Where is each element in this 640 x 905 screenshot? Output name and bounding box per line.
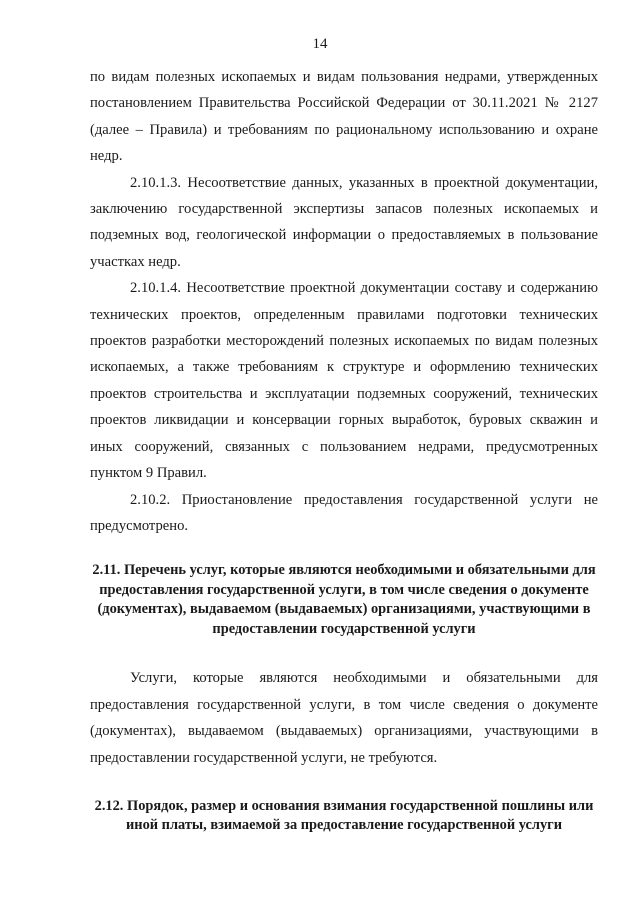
paragraph-continuation: по видам полезных ископаемых и видам пользования недрами, утвержденных постановлением Правительства Российской Федерации от 30.11.2021 № 2127 (далее – Правила) и требованиям по рациональному использованию и охране недр.	[90, 69, 598, 165]
section-heading-2-11: 2.11. Перечень услуг, которые являются необходимыми и обязательными для предоставления государственной услуги, в том числе сведения о документе (документах), выдаваемом (выдаваемых) организациями, участвующими в предоставлении государственной услуги	[92, 562, 596, 637]
paragraph-2-11: Услуги, которые являются необходимыми и обязательными для предоставления государственной услуги, в том числе сведения о документе (документах), выдаваемом (выдаваемых) организациями, участвующими в предоставлении государственной услуги, не требуются.	[90, 670, 598, 766]
paragraph-2-10-2: 2.10.2. Приостановление предоставления государственной услуги не предусмотрено.	[90, 491, 598, 534]
paragraph-2-10-1-4: 2.10.1.4. Несоответствие проектной документации составу и содержанию технических проектов, определенным правилами подготовки технических проектов разработки месторождений полезных ископаемых по видам полезных ископаемых, а также требованиям к структуре и оформлению технических проектов строительства и эксплуатации подземных сооружений, технических проектов ликвидации и консервации горных выработок, буровых скважин и иных сооружений, связанных с пользованием недрами, предусмотренных пунктом 9 Правил.	[90, 280, 598, 482]
section-heading-2-12: 2.12. Порядок, размер и основания взимания государственной пошлины или иной платы, взимаемой за предоставление государственной услуги	[94, 797, 594, 834]
page-content	[90, 64, 598, 836]
page-number: 14	[312, 36, 328, 52]
paragraph-2-10-1-3: 2.10.1.3. Несоответствие данных, указанных в проектной документации, заключению государственной экспертизы запасов полезных ископаемых и подземных вод, геологической информации о предоставляемых в пользование участках недр.	[90, 174, 598, 270]
